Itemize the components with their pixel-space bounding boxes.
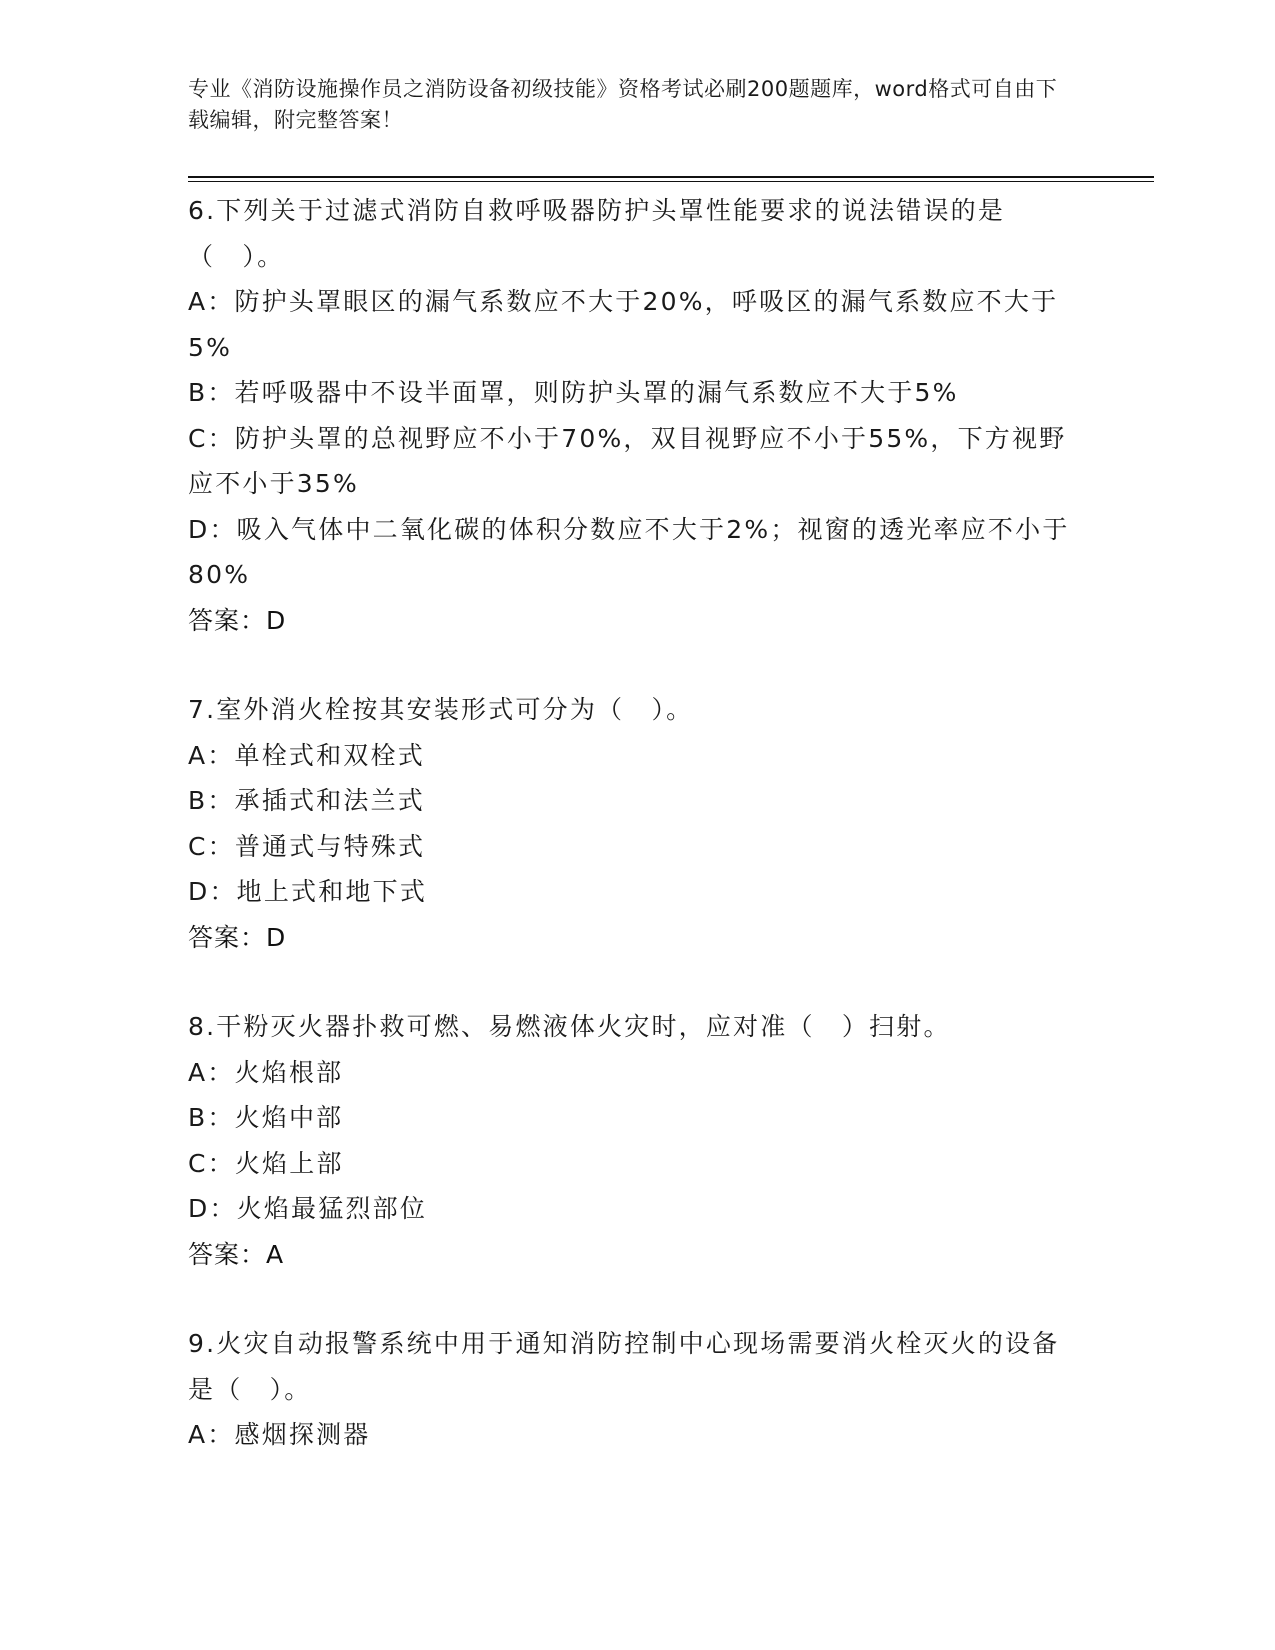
option-a: A：火焰根部	[188, 1057, 344, 1087]
question-9	[188, 1321, 1083, 1458]
option-b: B：若呼吸器中不设半面罩，则防护头罩的漏气系数应不大于5%	[188, 378, 959, 407]
option-c: C：火焰上部	[188, 1148, 344, 1178]
answer: 答案：D	[188, 605, 287, 635]
option-b: B：火焰中部	[188, 1103, 344, 1132]
document-header: 专业《消防设施操作员之消防设备初级技能》资格考试必刷200题题库，word格式可自由下载编辑，附完整答案！	[188, 77, 1058, 132]
option-a: A：感烟探测器	[188, 1420, 371, 1449]
option-a: A：单栓式和双栓式	[188, 740, 425, 770]
question-stem: 6.下列关于过滤式消防自救呼吸器防护头罩性能要求的说法错误的是（ ）。	[188, 196, 1006, 271]
header-divider-thin	[188, 181, 1154, 182]
question-stem: 9.火灾自动报警系统中用于通知消防控制中心现场需要消火栓灭火的设备是（ ）。	[188, 1329, 1060, 1404]
question-8	[188, 1004, 1083, 1277]
question-6	[188, 188, 1083, 643]
question-stem: 8.干粉灭火器扑救可燃、易燃液体火灾时，应对准（ ）扫射。	[188, 1012, 951, 1041]
option-d: D：吸入气体中二氧化碳的体积分数应不大于2%；视窗的透光率应不小于80%	[188, 514, 1070, 589]
option-d: D：地上式和地下式	[188, 877, 428, 906]
option-a: A：防护头罩眼区的漏气系数应不大于20%，呼吸区的漏气系数应不大于5%	[188, 287, 1059, 362]
option-c: C：防护头罩的总视野应不小于70%，双目视野应不小于55%，下方视野应不小于35%	[188, 423, 1067, 498]
option-c: C：普通式与特殊式	[188, 831, 426, 861]
question-list	[188, 188, 1083, 1502]
answer: 答案：D	[188, 922, 287, 952]
question-stem: 7.室外消火栓按其安装形式可分为（ ）。	[188, 695, 694, 724]
option-b: B：承插式和法兰式	[188, 786, 425, 815]
option-d: D：火焰最猛烈部位	[188, 1194, 428, 1223]
header-divider-thick	[188, 176, 1154, 178]
question-7	[188, 687, 1083, 960]
answer: 答案：A	[188, 1239, 285, 1269]
